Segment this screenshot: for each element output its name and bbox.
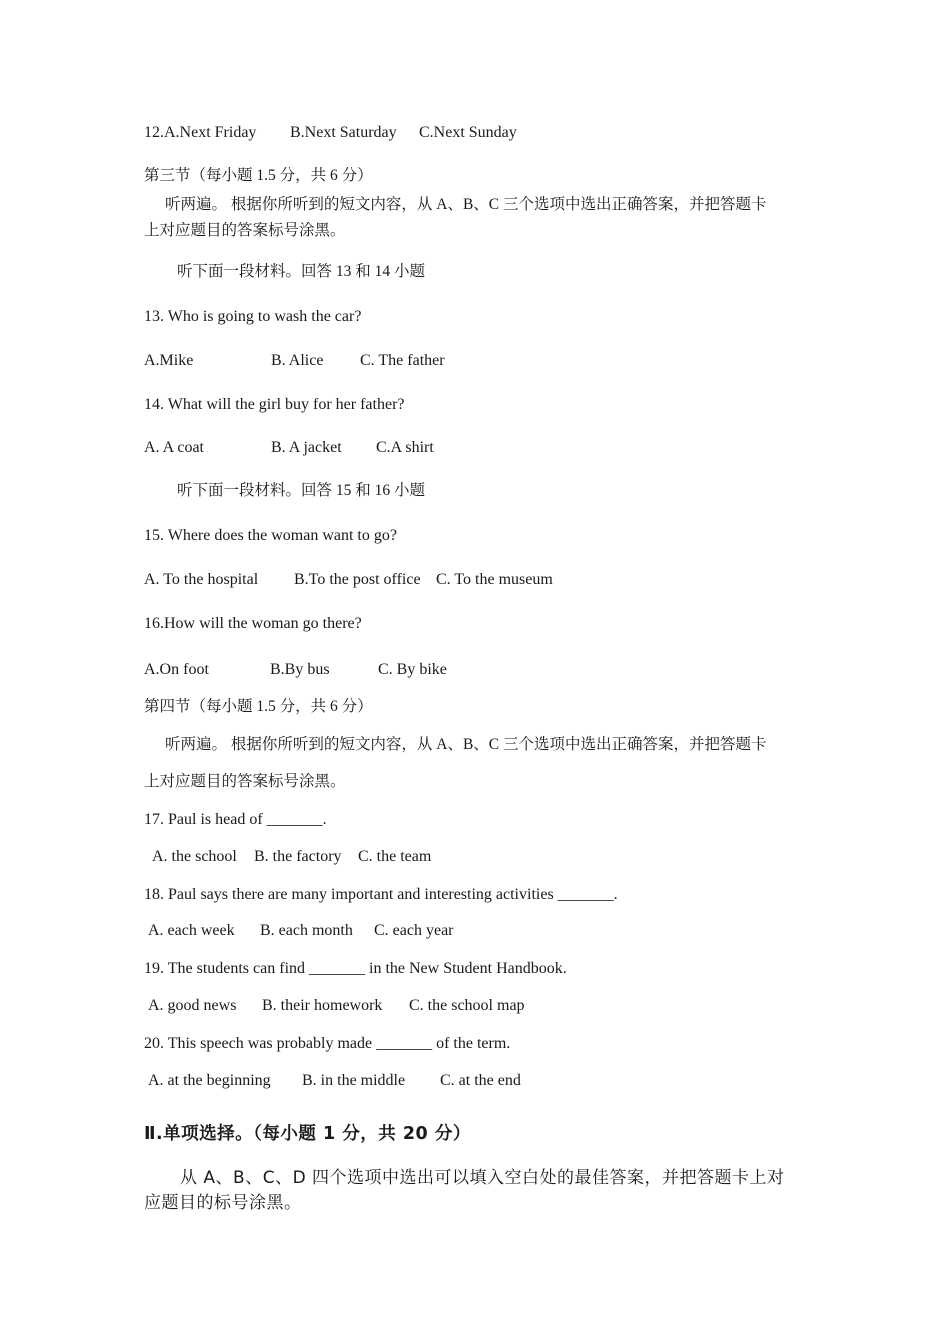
q18-option-b: B. each month xyxy=(260,922,353,939)
section3-title: 第三节（每小题 1.5 分，共 6 分） xyxy=(144,167,373,184)
q14-option-b: B. A jacket xyxy=(271,439,342,456)
section4-title: 第四节（每小题 1.5 分，共 6 分） xyxy=(144,698,373,715)
q15-option-b: B.To the post office xyxy=(294,571,421,588)
part2-heading: Ⅱ.单项选择。（每小题 1 分，共 20 分） xyxy=(144,1124,471,1144)
q19-stem: 19. The students can find _______ in the New Student Handbook. xyxy=(144,960,567,977)
q16-option-b: B.By bus xyxy=(270,661,330,678)
q13-option-b: B. Alice xyxy=(271,352,324,369)
section3-instruction-line1: 听两遍。 根据你所听到的短文内容，从 A、B、C 三个选项中选出正确答案，并把答题卡 xyxy=(165,196,767,213)
q17-option-c: C. the team xyxy=(358,848,432,865)
q16-option-a: A.On foot xyxy=(144,661,209,678)
section3-instruction-line2: 上对应题目的答案标号涂黑。 xyxy=(144,222,346,239)
q12-option-c: C.Next Sunday xyxy=(419,124,517,141)
q19-option-a: A. good news xyxy=(148,997,237,1014)
q17-option-b: B. the factory xyxy=(254,848,342,865)
q15-option-a: A. To the hospital xyxy=(144,571,259,588)
q18-option-a: A. each week xyxy=(148,922,235,939)
q12-option-b: B.Next Saturday xyxy=(290,124,397,141)
q13-option-a: A.Mike xyxy=(144,352,194,369)
q13-stem: 13. Who is going to wash the car? xyxy=(144,308,362,325)
q15-option-c: C. To the museum xyxy=(436,571,553,588)
section4-instruction-line2: 上对应题目的答案标号涂黑。 xyxy=(144,773,346,790)
q19-option-c: C. the school map xyxy=(409,997,525,1014)
part2-instructions xyxy=(144,1166,810,1216)
section3-material2: 听下面一段材料。回答 15 和 16 小题 xyxy=(177,482,426,499)
q20-option-a: A. at the beginning xyxy=(148,1072,271,1089)
q17-stem: 17. Paul is head of _______. xyxy=(144,811,327,828)
q18-stem: 18. Paul says there are many important and interesting activities _______. xyxy=(144,886,618,903)
q20-option-b: B. in the middle xyxy=(302,1072,406,1089)
q19-option-b: B. their homework xyxy=(262,997,383,1014)
q18-option-c: C. each year xyxy=(374,922,454,939)
q13-option-c: C. The father xyxy=(360,352,445,369)
q14-stem: 14. What will the girl buy for her father? xyxy=(144,396,405,413)
q14-option-c: C.A shirt xyxy=(376,439,434,456)
q15-stem: 15. Where does the woman want to go? xyxy=(144,527,397,544)
section4-instruction-line1: 听两遍。 根据你所听到的短文内容，从 A、B、C 三个选项中选出正确答案，并把答题卡 xyxy=(165,736,767,753)
q14-option-a: A. A coat xyxy=(144,439,204,456)
q20-stem: 20. This speech was probably made _______ of the term. xyxy=(144,1035,511,1052)
q16-option-c: C. By bike xyxy=(378,661,447,678)
q16-stem: 16.How will the woman go there? xyxy=(144,615,362,632)
part2-instruction-line2: 应题目的标号涂黑。 xyxy=(144,1193,302,1213)
q20-option-c: C. at the end xyxy=(440,1072,521,1089)
section3-material1: 听下面一段材料。回答 13 和 14 小题 xyxy=(177,263,426,280)
q17-option-a: A. the school xyxy=(152,848,237,865)
part2-instruction-line1: 从 A、B、C、D 四个选项中选出可以填入空白处的最佳答案，并把答题卡上对 xyxy=(180,1168,785,1188)
q12-option-a: 12.A.Next Friday xyxy=(144,124,257,141)
